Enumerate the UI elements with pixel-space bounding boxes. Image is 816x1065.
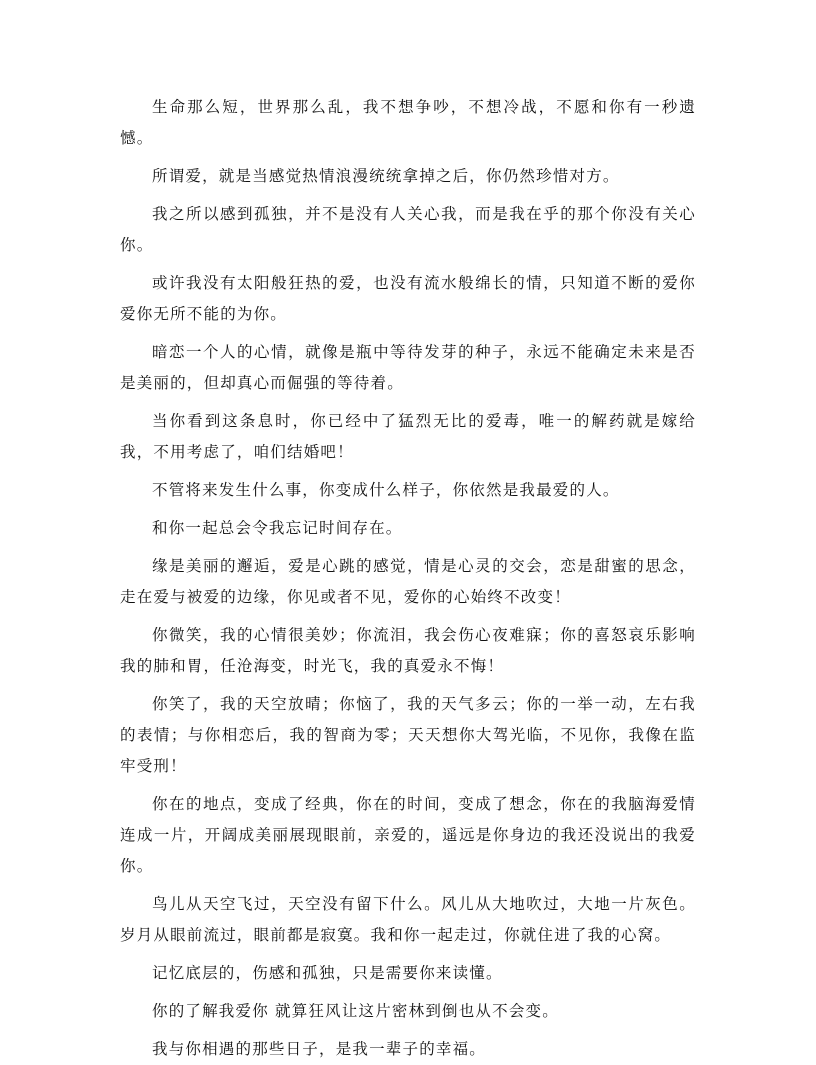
paragraph: 你在的地点，变成了经典，你在的时间，变成了想念，你在的我脑海爱情连成一片，开阔成美丽展现眼前，亲爱的，遥远是你身边的我还没说出的我爱你。	[120, 795, 696, 875]
paragraph: 当你看到这条息时，你已经中了猛烈无比的爱毒，唯一的解药就是嫁给我，不用考虑了，咱们结婚吧！	[120, 412, 696, 461]
paragraph: 记忆底层的，伤感和孤独，只是需要你来读懂。	[152, 964, 503, 982]
paragraph: 和你一起总会令我忘记时间存在。	[152, 519, 403, 537]
paragraph: 所谓爱，就是当感觉热情浪漫统统拿掉之后，你仍然珍惜对方。	[152, 167, 620, 185]
paragraph: 我之所以感到孤独，并不是没有人关心我，而是我在乎的那个你没有关心你。	[120, 205, 696, 254]
paragraph: 你笑了，我的天空放晴；你恼了，我的天气多云；你的一举一动，左右我的表情；与你相恋后，我的智商为零；天天想你大驾光临，不见你，我像在监牢受刑！	[120, 695, 696, 775]
paragraph: 你的了解我爱你 就算狂风让这片密林到倒也从不会变。	[152, 1002, 559, 1020]
document-body	[120, 92, 696, 1065]
paragraph: 生命那么短，世界那么乱，我不想争吵，不想冷战，不愿和你有一秒遗憾。	[120, 98, 696, 147]
paragraph: 暗恋一个人的心情，就像是瓶中等待发芽的种子，永远不能确定未来是否是美丽的，但却真心而倔强的等待着。	[120, 343, 696, 392]
paragraph: 不管将来发生什么事，你变成什么样子，你依然是我最爱的人。	[152, 481, 620, 499]
paragraph: 我与你相遇的那些日子，是我一辈子的幸福。	[152, 1040, 487, 1058]
paragraph: 你微笑，我的心情很美妙；你流泪，我会伤心夜难寐；你的喜怒哀乐影响我的肺和胃，任沧海变，时光飞，我的真爱永不悔！	[120, 626, 696, 675]
paragraph: 或许我没有太阳般狂热的爱，也没有流水般绵长的情，只知道不断的爱你爱你无所不能的为你。	[120, 274, 696, 323]
paragraph: 鸟儿从天空飞过，天空没有留下什么。风儿从大地吹过，大地一片灰色。岁月从眼前流过，眼前都是寂寞。我和你一起走过，你就住进了我的心窝。	[120, 895, 696, 944]
paragraph: 缘是美丽的邂逅，爱是心跳的感觉，情是心灵的交会，恋是甜蜜的思念，走在爱与被爱的边缘，你见或者不见，爱你的心始终不改变！	[120, 557, 696, 606]
